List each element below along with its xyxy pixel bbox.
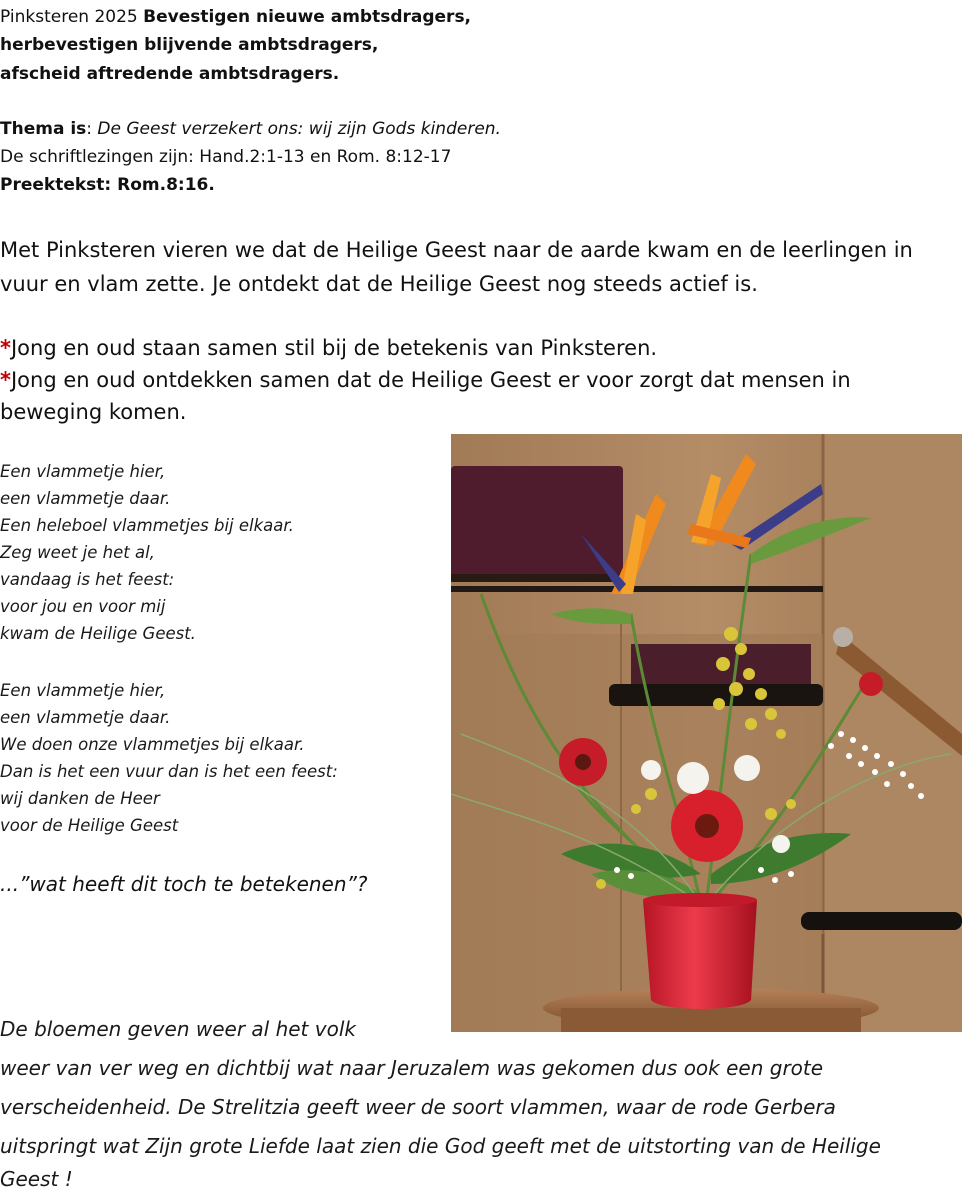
bullet-text: Jong en oud staan samen stil bij de betekenis van Pinksteren. (10, 336, 658, 360)
event-name: Pinksteren 2025 (0, 7, 144, 27)
event-subject: Bevestigen nieuwe ambtsdragers, (143, 7, 472, 27)
poem-line: voor de Heilige Geest (0, 816, 179, 835)
poem-line: Een vlammetje hier, (0, 681, 166, 700)
bullet-marker: * (0, 368, 11, 392)
poem-line: Een vlammetje hier, (0, 462, 166, 481)
flower-arrangement-photo (451, 434, 962, 1032)
bullet-item-2-continued: beweging komen. (0, 400, 187, 424)
poem-stanza-1 (0, 458, 294, 647)
poem-line: wij danken de Heer (0, 789, 160, 808)
closing-line-4: uitspringt wat Zijn grote Liefde laat zien die God geeft met de uitstorting van de Heilige (0, 1134, 881, 1158)
header-line-3: afscheid aftredende ambtsdragers. (0, 64, 340, 84)
header-line-2: herbevestigen blijvende ambtsdragers, (0, 35, 379, 55)
sermon-text-line: Preektekst: Rom.8:16. (0, 175, 215, 195)
poem-line: Een heleboel vlammetjes bij elkaar. (0, 516, 294, 535)
poem-line: een vlammetje daar. (0, 489, 171, 508)
intro-line-2: vuur en vlam zette. Je ontdekt dat de Heilige Geest nog steeds actief is. (0, 272, 758, 296)
readings-line: De schriftlezingen zijn: Hand.2:1-13 en Rom. 8:12-17 (0, 147, 452, 167)
poem-line: een vlammetje daar. (0, 708, 171, 727)
poem-stanza-2 (0, 677, 338, 839)
bullet-item-1 (0, 332, 657, 364)
bullet-text: Jong en oud ontdekken samen dat de Heilige Geest er voor zorgt dat mensen in (10, 368, 851, 392)
closing-line-5: Geest ! (0, 1167, 73, 1191)
theme-line (0, 115, 501, 143)
poem-line: Dan is het een vuur dan is het een feest: (0, 762, 338, 781)
poem-line: Zeg weet je het al, (0, 543, 155, 562)
closing-line-3: verscheidenheid. De Strelitzia geeft weer de soort vlammen, waar de rode Gerbera (0, 1095, 836, 1119)
bullet-marker: * (0, 336, 11, 360)
poem-line: We doen onze vlammetjes bij elkaar. (0, 735, 305, 754)
theme-label: Thema is (0, 119, 87, 139)
theme-text: De Geest verzekert ons: wij zijn Gods kinderen. (97, 119, 501, 139)
header-line-1 (0, 4, 471, 30)
question-quote: ...”wat heeft dit toch te betekenen”? (0, 872, 368, 896)
closing-line-2: weer van ver weg en dichtbij wat naar Jeruzalem was gekomen dus ook een grote (0, 1056, 824, 1080)
bullet-item-2 (0, 364, 851, 396)
intro-line-1: Met Pinksteren vieren we dat de Heilige Geest naar de aarde kwam en de leerlingen in (0, 238, 913, 262)
poem-line: voor jou en voor mij (0, 597, 166, 616)
theme-separator: : (86, 119, 98, 139)
poem-line: kwam de Heilige Geest. (0, 624, 196, 643)
closing-line-1: De bloemen geven weer al het volk (0, 1017, 356, 1041)
poem-line: vandaag is het feest: (0, 570, 175, 589)
